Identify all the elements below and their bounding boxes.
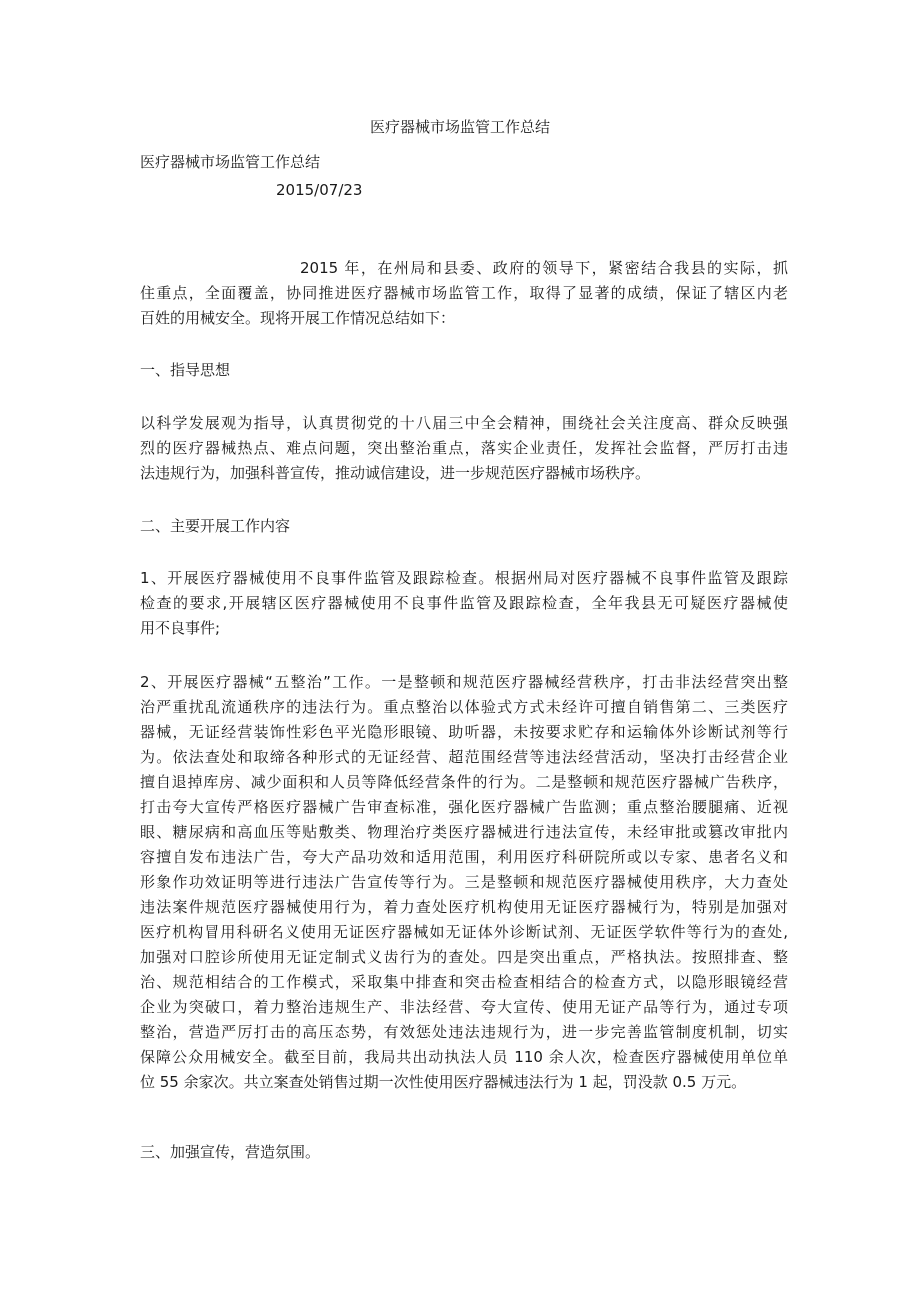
paragraph-line: 形象作功效证明等进行违法广告宣传等行为。三是整顿和规范医疗器械使用秩序，大力查处 xyxy=(140,873,788,891)
paragraph-line: 擅自退掉库房、减少面积和人员等降低经营条件的行为。二是整顿和规范医疗器械广告秩序， xyxy=(140,773,788,791)
paragraph-line: 违法案件规范医疗器械使用行为，着力查处医疗机构使用无证医疗器械行为，特别是加强对 xyxy=(140,898,788,916)
paragraph-line: 加强对口腔诊所使用无证定制式义齿行为的查处。四是突出重点，严格执法。按照排查、整 xyxy=(140,948,788,966)
paragraph-line: 整治，营造严厉打击的高压态势，有效惩处违法违规行为，进一步完善监管制度机制，切实 xyxy=(140,1023,788,1041)
paragraph-line: 器械，无证经营装饰性彩色平光隐形眼镜、助听器，未按要求贮存和运输体外诊断试剂等行 xyxy=(140,723,788,741)
paragraph-line: 检查的要求,开展辖区医疗器械使用不良事件监管及跟踪检查，全年我县无可疑医疗器械使 xyxy=(140,594,788,612)
paragraph-line: 烈的医疗器械热点、难点问题，突出整治重点，落实企业责任，发挥社会监督，严厉打击违 xyxy=(140,439,788,457)
paragraph-line: 治严重扰乱流通秩序的违法行为。重点整治以体验式方式未经许可擅自销售第二、三类医疗 xyxy=(140,698,788,716)
paragraph-line: 医疗机构冒用科研名义使用无证医疗器械如无证体外诊断试剂、无证医学软件等行为的查处, xyxy=(140,923,788,941)
paragraph-line: 位 55 余家次。共立案查处销售过期一次性使用医疗器械违法行为 1 起，罚没款 0.5 万元。 xyxy=(140,1073,747,1091)
section-heading-guiding-ideology: 一、指导思想 xyxy=(140,361,231,379)
paragraph-line: 保障公众用械安全。截至目前，我局共出动执法人员 110 余人次，检查医疗器械使用单位单 xyxy=(140,1048,788,1066)
intro-line: 2015 年，在州局和县委、政府的领导下，紧密结合我县的实际，抓 xyxy=(300,259,788,277)
document-title: 医疗器械市场监管工作总结 xyxy=(369,118,550,136)
paragraph-line: 以科学发展观为指导，认真贯彻党的十八届三中全会精神，围绕社会关注度高、群众反映强 xyxy=(140,414,788,432)
guiding-ideology-paragraph xyxy=(140,411,788,486)
paragraph-line: 打击夸大宣传严格医疗器械广告审查标准，强化医疗器械广告监测；重点整治腰腿痛、近视 xyxy=(140,798,788,816)
paragraph-line: 治、规范相结合的工作模式，采取集中排查和突击检查相结合的检查方式，以隐形眼镜经营 xyxy=(140,973,788,991)
paragraph-line: 眼、糖尿病和高血压等贴敷类、物理治疗类医疗器械进行违法宣传，未经审批或篡改审批内 xyxy=(140,823,788,841)
paragraph-line: 为。依法查处和取缔各种形式的无证经营、超范围经营等违法经营活动，坚决打击经营企业 xyxy=(140,748,788,766)
paragraph-line: 容擅自发布违法广告，夸大产品功效和适用范围，利用医疗科研院所或以专家、患者名义和 xyxy=(140,848,788,866)
intro-line: 百姓的用械安全。现将开展工作情况总结如下： xyxy=(140,309,456,327)
paragraph-line: 法违规行为，加强科普宣传，推动诚信建设，进一步规范医疗器械市场秩序。 xyxy=(140,464,651,482)
section-heading-main-work: 二、主要开展工作内容 xyxy=(140,517,291,535)
document-subtitle: 医疗器械市场监管工作总结 xyxy=(140,153,321,171)
work-item-1-paragraph xyxy=(140,566,788,641)
paragraph-line: 用不良事件; xyxy=(140,619,221,637)
section-heading-publicity: 三、加强宣传，营造氛围。 xyxy=(140,1143,321,1161)
paragraph-line: 2、开展医疗器械“五整治”工作。一是整顿和规范医疗器械经营秩序，打击非法经营突出整 xyxy=(140,673,788,691)
intro-line: 住重点，全面覆盖，协同推进医疗器械市场监管工作，取得了显著的成绩，保证了辖区内老 xyxy=(140,284,788,302)
paragraph-line: 1、开展医疗器械使用不良事件监管及跟踪检查。根据州局对医疗器械不良事件监管及跟踪 xyxy=(140,569,788,587)
document-date: 2015/07/23 xyxy=(276,181,363,199)
paragraph-line: 企业为突破口，着力整治违规生产、非法经营、夸大宣传、使用无证产品等行为，通过专项 xyxy=(140,998,788,1016)
intro-paragraph xyxy=(140,256,788,331)
work-item-2-paragraph xyxy=(140,670,788,1095)
